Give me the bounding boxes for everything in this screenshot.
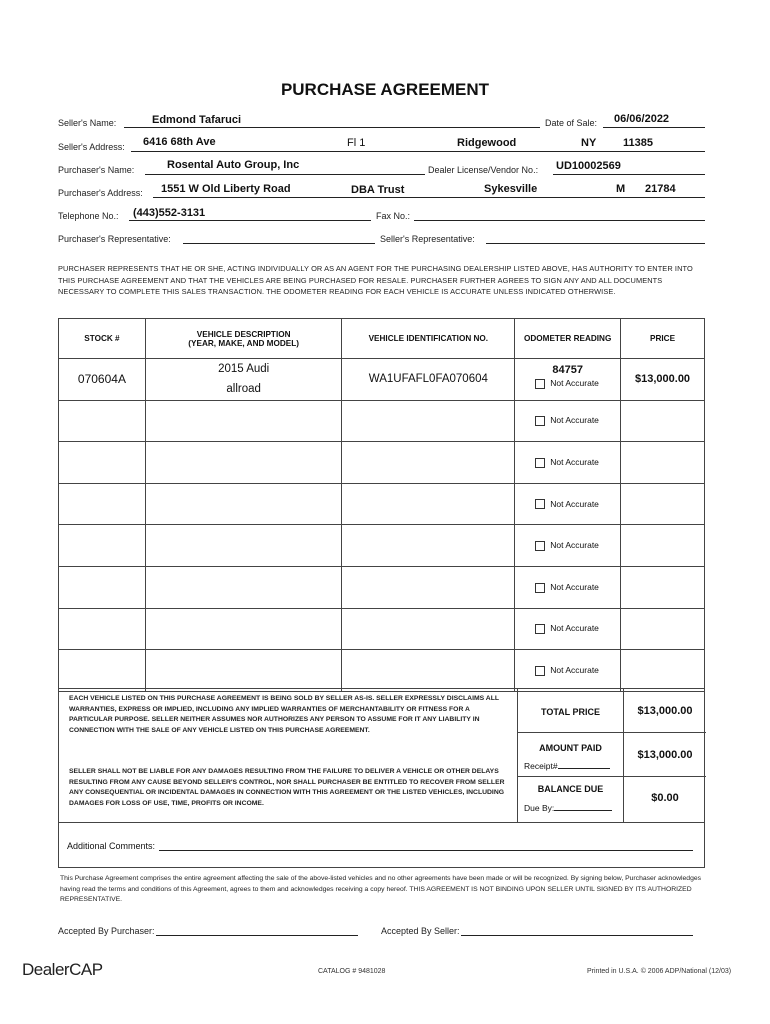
dealer-license-field[interactable]: UD10002569 <box>556 160 621 172</box>
not-accurate-label: Not Accurate <box>550 415 599 426</box>
dealercap-logo <box>22 960 103 980</box>
row1-not-accurate <box>515 378 620 389</box>
amount-paid-label: AMOUNT PAID <box>539 743 602 753</box>
table-row <box>59 608 705 650</box>
not-accurate-label: Not Accurate <box>550 581 599 592</box>
not-accurate-checkbox[interactable] <box>535 541 545 551</box>
table-header-row <box>59 319 705 359</box>
table-row <box>59 442 705 484</box>
table-row <box>59 566 705 608</box>
not-accurate-checkbox[interactable] <box>535 416 545 426</box>
table-row <box>59 400 705 442</box>
empty-cell[interactable] <box>621 608 705 650</box>
header-stock: STOCK # <box>59 319 146 359</box>
closing-paragraph: This Purchase Agreement comprises the entire agreement affecting the sale of the above-listed vehicles and no other agreements have been made or will be recognized. By signing below, Purchaser acknowledges having read the terms and conditions of this Agreement, agrees to them and acknowledges receiving a copy hereof. THIS AGREEMENT IS NOT BINDING UPON SELLER UNTIL SIGNED BY ITS AUTHORIZED REPRESENTATIVE. <box>60 875 702 903</box>
balance-due-value: $0.00 <box>651 792 679 804</box>
header-desc-line2: (YEAR, MAKE, AND MODEL) <box>188 338 299 348</box>
catalog-number: CATALOG # 9481028 <box>318 968 386 975</box>
page-title: PURCHASE AGREEMENT <box>280 80 490 99</box>
empty-cell[interactable] <box>342 442 515 484</box>
date-label: Date of Sale: <box>545 118 598 128</box>
header-vin: VEHICLE IDENTIFICATION NO. <box>342 319 515 359</box>
empty-cell[interactable] <box>59 483 146 525</box>
as-is-disclaimer: EACH VEHICLE LISTED ON THIS PURCHASE AGREEMENT IS BEING SOLD BY SELLER AS-IS. SELLER EXPRESSLY DISCLAIMS ALL WARRANTIES, EXPRESS OR IMPLIED, INCLUDING ANY IMPLIED WARRANTIES OF MERCHANTABILITY OR FITNESS FOR A PARTICULAR PURPOSE. SELLER NEITHER ASSUMES NOR AUTHORIZES ANY PERSON TO ASSUME FOR IT ANY LIABILITY IN CONNECTION WITH THE SALE OF ANY VEHICLE LISTED ON THIS PURCHASE AGREEMENT. <box>69 695 499 734</box>
not-accurate-label: Not Accurate <box>550 498 599 509</box>
telephone-label: Telephone No.: <box>58 211 119 221</box>
purchaser-name-field[interactable]: Rosental Auto Group, Inc <box>167 159 300 171</box>
empty-cell[interactable] <box>145 608 342 650</box>
seller-zip-field[interactable]: 11385 <box>623 137 653 149</box>
row1-odometer[interactable] <box>515 359 621 401</box>
seller-rep-label: Seller's Representative: <box>380 234 475 244</box>
balance-due-label: BALANCE DUE <box>537 784 604 794</box>
not-accurate-label: Not Accurate <box>550 665 599 676</box>
empty-cell[interactable] <box>342 525 515 567</box>
empty-cell[interactable] <box>342 650 515 692</box>
purchaser-rep-label: Purchaser's Representative: <box>58 234 171 244</box>
date-line <box>603 127 705 128</box>
purchaser-dba-field[interactable]: DBA Trust <box>351 184 405 196</box>
liability-disclaimer: SELLER SHALL NOT BE LIABLE FOR ANY DAMAGES RESULTING FROM THE FAILURE TO DELIVER A VEHICLE OR OTHER DELAYS RESULTING FROM ANY CAUSE BEYOND SELLER'S CONTROL, NOR SHALL PURCHASER BE ENTITLED TO RECOVER FROM SELLER ANY CONSEQUENTIAL OR INCIDENTAL DAMAGES IN CONNECTION WITH THIS AGREEMENT OR THE LISTED VEHICLES, INCLUDING DAMAGES FOR LOSS OF USE, TIME, PROFITS OR INCOME. <box>69 768 505 807</box>
not-accurate-checkbox[interactable] <box>535 624 545 634</box>
purchaser-address-line <box>153 197 705 198</box>
not-accurate-label: Not Accurate <box>550 540 599 551</box>
printed-notice: Printed in U.S.A. © 2006 ADP/National (12/03) <box>587 968 732 975</box>
header-price: PRICE <box>621 319 705 359</box>
header-description <box>145 319 342 359</box>
empty-cell[interactable] <box>59 525 146 567</box>
balance-due-label-cell <box>518 777 624 822</box>
not-accurate-label: Not Accurate <box>550 457 599 468</box>
row1-stock[interactable]: 070604A <box>59 359 146 401</box>
balance-due-cell[interactable] <box>624 777 706 822</box>
seller-city-field[interactable]: Ridgewood <box>457 137 517 149</box>
comments-field[interactable] <box>159 850 693 851</box>
empty-cell[interactable] <box>342 608 515 650</box>
date-field[interactable]: 06/06/2022 <box>614 113 670 125</box>
empty-cell[interactable] <box>145 483 342 525</box>
seller-street-field[interactable]: 6416 68th Ave <box>143 136 216 148</box>
empty-cell[interactable] <box>145 442 342 484</box>
purchaser-state-field[interactable]: M <box>616 183 626 195</box>
total-price-label-cell <box>518 689 624 733</box>
seller-name-line <box>124 127 540 128</box>
purchaser-name-label: Purchaser's Name: <box>58 165 135 175</box>
empty-cell[interactable] <box>145 400 342 442</box>
table-row <box>59 359 705 401</box>
total-price-label: TOTAL PRICE <box>540 707 600 717</box>
total-price-cell[interactable] <box>624 689 706 733</box>
empty-cell[interactable] <box>59 442 146 484</box>
comments-label: Additional Comments: <box>67 841 156 851</box>
amount-paid-value: $13,000.00 <box>637 749 693 761</box>
purchaser-rep-field[interactable] <box>183 243 375 244</box>
purchaser-signature-field[interactable] <box>156 935 358 936</box>
header-desc-line1: VEHICLE DESCRIPTION <box>196 329 291 339</box>
not-accurate-checkbox[interactable] <box>535 499 545 509</box>
not-accurate-checkbox[interactable] <box>535 583 545 593</box>
seller-state-field[interactable]: NY <box>581 137 597 149</box>
amount-paid-label-cell <box>518 733 624 777</box>
purchaser-name-line <box>145 174 425 175</box>
row1-desc-line2: allroad <box>226 383 261 395</box>
dealer-license-label: Dealer License/Vendor No.: <box>428 165 539 175</box>
comments-row <box>59 822 704 867</box>
empty-cell[interactable] <box>342 566 515 608</box>
odometer-cell[interactable] <box>515 566 621 608</box>
empty-cell[interactable] <box>59 566 146 608</box>
empty-cell[interactable] <box>59 400 146 442</box>
row1-description[interactable] <box>145 359 342 401</box>
purchaser-street-field[interactable]: 1551 W Old Liberty Road <box>161 183 291 195</box>
receipt-label: Receipt# <box>524 761 558 771</box>
disclaimer-panel <box>59 689 518 822</box>
total-price-value: $13,000.00 <box>637 705 693 717</box>
receipt-line[interactable] <box>524 761 623 771</box>
due-by-line[interactable] <box>524 803 623 813</box>
accepted-purchaser-label: Accepted By Purchaser: <box>58 926 155 936</box>
row1-price[interactable]: $13,000.00 <box>621 359 705 401</box>
purchaser-zip-field[interactable]: 21784 <box>645 183 676 195</box>
seller-address-label: Seller's Address: <box>58 142 125 152</box>
empty-cell[interactable] <box>621 650 705 692</box>
not-accurate-checkbox[interactable] <box>535 666 545 676</box>
accepted-seller-label: Accepted By Seller: <box>381 926 460 936</box>
seller-name-field[interactable]: Edmond Tafaruci <box>152 114 242 126</box>
receipt-field[interactable] <box>558 768 610 769</box>
empty-cell[interactable] <box>342 483 515 525</box>
empty-cell[interactable] <box>621 483 705 525</box>
not-accurate-checkbox[interactable] <box>535 379 545 389</box>
odometer-cell[interactable] <box>515 483 621 525</box>
odometer-cell[interactable] <box>515 608 621 650</box>
empty-cell[interactable] <box>145 650 342 692</box>
not-accurate-checkbox[interactable] <box>535 458 545 468</box>
header-odometer: ODOMETER READING <box>515 319 621 359</box>
odometer-cell[interactable] <box>515 442 621 484</box>
due-by-label: Due By: <box>524 803 555 813</box>
row1-desc-line1: 2015 Audi <box>218 363 270 375</box>
table-row <box>59 525 705 567</box>
purchaser-address-label: Purchaser's Address: <box>58 188 143 198</box>
odometer-cell[interactable] <box>515 650 621 692</box>
not-accurate-label: Not Accurate <box>550 623 599 634</box>
seller-name-label: Seller's Name: <box>58 118 117 128</box>
empty-cell[interactable] <box>621 442 705 484</box>
odometer-cell[interactable] <box>515 525 621 567</box>
empty-cell[interactable] <box>145 525 342 567</box>
fax-field[interactable] <box>414 220 705 221</box>
empty-cell[interactable] <box>342 400 515 442</box>
empty-cell[interactable] <box>621 566 705 608</box>
seller-address-line <box>131 151 705 152</box>
empty-cell[interactable] <box>59 650 146 692</box>
terms-box <box>58 688 705 868</box>
table-row <box>59 483 705 525</box>
fax-label: Fax No.: <box>376 211 411 221</box>
not-accurate-label: Not Accurate <box>550 378 599 388</box>
empty-cell[interactable] <box>621 525 705 567</box>
dealer-license-line <box>553 174 705 175</box>
seller-unit-field[interactable]: Fl 1 <box>347 137 366 149</box>
telephone-line <box>129 220 371 221</box>
empty-cell[interactable] <box>145 566 342 608</box>
intro-paragraph: PURCHASER REPRESENTS THAT HE OR SHE, ACTING INDIVIDUALLY OR AS AN AGENT FOR THE PURCHASING DEALERSHIP LISTED ABOVE, HAS AUTHORITY TO ENTER INTO THIS PURCHASE AGREEMENT AND THAT THE VEHICLES ARE BEING PURCHASED FOR RESALE. PURCHASER FURTHER AGREES TO SIGN ANY AND ALL DOCUMENTS NECESSARY TO COMPLETE THIS SALES TRANSACTION. THE ODOMETER READING FOR EACH VEHICLE IS ACCURATE UNLESS INDICATED OTHERWISE. <box>58 264 693 296</box>
due-by-field[interactable] <box>554 810 612 811</box>
seller-rep-field[interactable] <box>486 243 705 244</box>
purchaser-city-field[interactable]: Sykesville <box>484 183 538 195</box>
seller-signature-field[interactable] <box>461 935 693 936</box>
odometer-cell[interactable] <box>515 400 621 442</box>
table-row <box>59 650 705 692</box>
amount-paid-cell[interactable] <box>624 733 706 777</box>
brand-name: DealerCAP <box>22 960 103 979</box>
empty-cell[interactable] <box>621 400 705 442</box>
empty-cell[interactable] <box>59 608 146 650</box>
vehicle-table <box>58 318 705 692</box>
row1-odometer-value: 84757 <box>552 364 583 376</box>
row1-vin[interactable]: WA1UFAFL0FA070604 <box>342 359 515 401</box>
telephone-field[interactable]: (443)552-3131 <box>133 207 206 219</box>
